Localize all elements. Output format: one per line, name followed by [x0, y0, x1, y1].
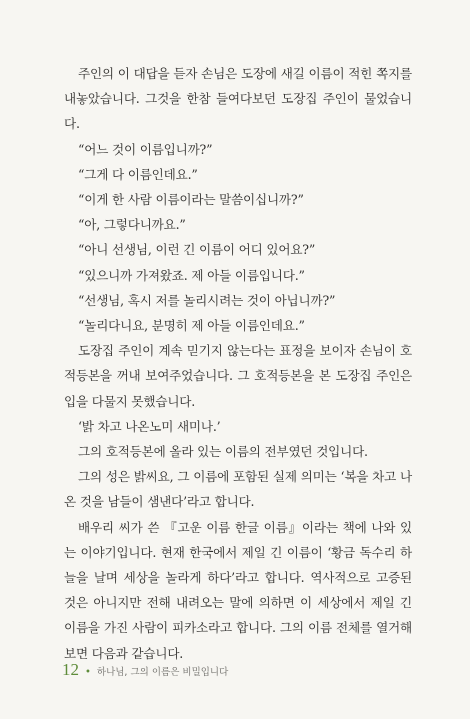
dialogue-line: “아니 선생님, 이런 긴 이름이 어디 있어요?” [78, 242, 316, 258]
dialogue-line: “놀리다니요, 분명히 제 아들 이름인데요.” [78, 318, 305, 334]
dialogue-line: “그게 다 이름인데요.” [78, 166, 198, 182]
running-title: 하나님, 그의 이름은 비밀입니다 [96, 667, 229, 678]
dialogue-line: “어느 것이 이름입니까?” [78, 141, 213, 157]
dialogue-line: “아, 그렇다니까요.” [78, 217, 186, 233]
paragraph: 배우리 씨가 쓴 『고운 이름 한글 이름』이라는 책에 나와 있는 이야기입니다. 현재 한국에서 제일 긴 이름이 ‘황금 독수리 하늘을 날며 세상을 놀라게 하다’라고 합니다. 역사적으로 고증된 것은 아니지만 전해 내려오는 말에 의하면 이 세상에서 제일 긴 이름을 가진 사람이 피카소라고 합니다. 그의 이름 전체를 열거해보면 다음과 같습니다. [64, 519, 412, 661]
dialogue-line: “선생님, 혹시 저를 놀리시려는 것이 아닙니까?” [78, 292, 336, 308]
page-footer [62, 660, 228, 680]
dialogue-line: “이게 한 사람 이름이라는 말씀이십니까?” [78, 192, 304, 208]
dialogue-line: “있으니까 가져왔죠. 제 아들 이름입니다.” [78, 267, 305, 283]
paragraph: 그의 호적등본에 올라 있는 이름의 전부였던 것입니다. [78, 444, 368, 460]
body-text [64, 61, 412, 666]
paragraph: 도장집 주인이 계속 믿기지 않는다는 표정을 보이자 손님이 호적등본을 꺼내 보여주었습니다. 그 호적등본을 본 도장집 주인은 입을 다물지 못했습니다. [64, 343, 412, 409]
paragraph: 그의 성은 밝씨요, 그 이름에 포함된 실제 의미는 ‘복을 차고 나온 것을 남들이 샘낸다’라고 합니다. [64, 469, 412, 510]
quoted-name: ‘밝 차고 나온노미 새미나.’ [78, 418, 221, 434]
paragraph: 주인의 이 대답을 듣자 손님은 도장에 새길 이름이 적힌 쪽지를 내놓았습니다. 그것을 한참 들여다보던 도장집 주인이 물었습니다. [64, 66, 412, 132]
footer-separator: • [85, 667, 91, 678]
page-number: 12 [62, 660, 79, 679]
